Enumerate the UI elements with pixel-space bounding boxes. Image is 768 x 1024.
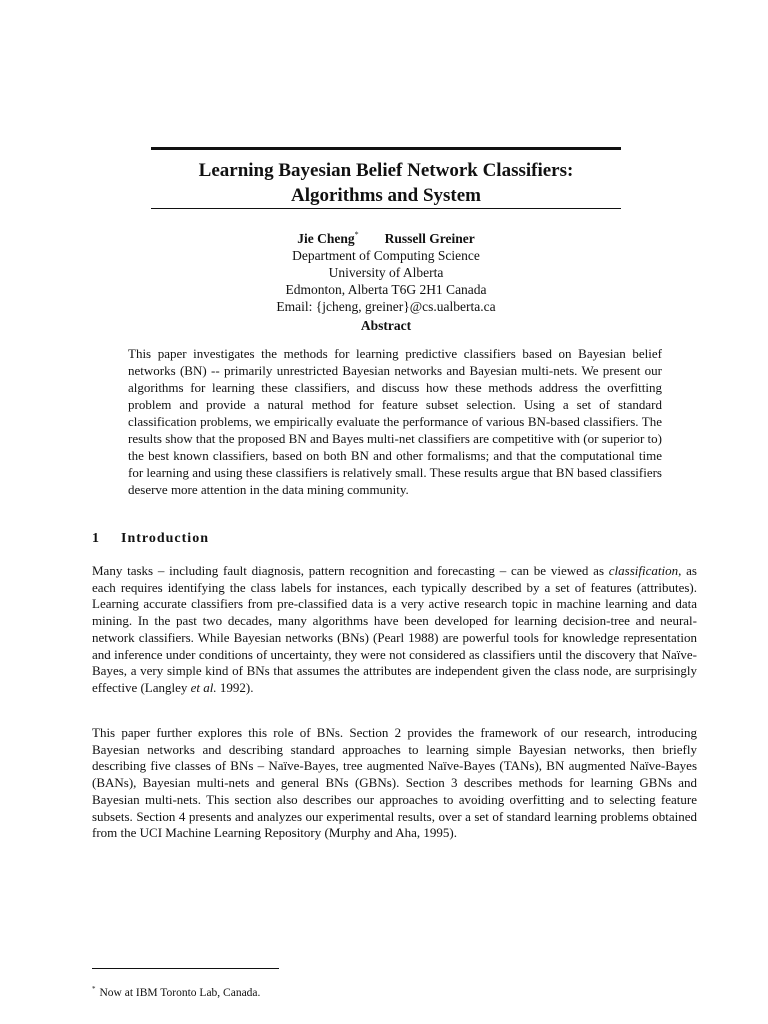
title-line-1: Learning Bayesian Belief Network Classifiers: [198, 160, 574, 181]
abstract-text: This paper investigates the methods for learning predictive classifiers based on Bayesian belief networks (BN) -- primarily unrestricted Bayesian networks and Bayesian multi-nets. We present our algorithms for learning these classifiers, and discuss how these methods address the overfitting problem and provide a natural method for feature subset selection. Using a set of standard classification problems, we empirically evaluate the performance of various BN-based classifiers. The results show that the proposed BN and Bayes multi-net classifiers are competitive with (or superior to) the best known classifiers, based on both BN and other formalisms; and that the computational time for learning and using these classifiers is relatively small. These results argue that BN based classifiers deserve more attention in the data mining community. [128, 346, 662, 497]
intro-p1-italic-etal: et al. [190, 679, 217, 695]
footnote-rule [92, 968, 279, 969]
author-block [151, 226, 621, 315]
footnote [92, 985, 260, 999]
author-university: University of Alberta [328, 265, 444, 280]
intro-p1-middle: , as each requires identifying the class labels for instances, each typically described by a set of features (attributes). Learning accurate classifiers from pre-classified data is a very active research topic in machine learning and data mining. In the past two decades, many algorithms have been developed for learning decision-tree and neural-network classifiers. While Bayesian networks (BNs) (Pearl 1988) are powerful tools for knowledge representation and inference under conditions of uncertainty, they were not considered as classifiers until the discovery that Naïve-Bayes, a very simple kind of BNs that assumes the attributes are independent given the class node, are surprisingly effective (Langley [92, 563, 697, 695]
title-line-2: Algorithms and System [290, 185, 481, 206]
intro-p1-end: 1992). [216, 679, 254, 695]
section-heading-introduction [92, 531, 209, 547]
footnote-text: Now at IBM Toronto Lab, Canada. [99, 987, 261, 999]
author-2: Russell Greiner [384, 231, 475, 246]
intro-p1-start: Many tasks – including fault diagnosis, pattern recognition and forecasting – can be viewed as [92, 563, 609, 578]
title-top-rule [151, 147, 621, 150]
author-department: Department of Computing Science [292, 248, 480, 263]
intro-paragraph-2: This paper further explores this role of BNs. Section 2 provides the framework of our research, introducing Bayesian networks and describing standard approaches to learning simple Bayesian networks, then briefly describing five classes of BNs – Naïve-Bayes, tree augmented Naïve-Bayes (TANs), BN augmented Naïve-Bayes (BANs), Bayesian multi-nets and general BNs (GBNs). Section 3 describes methods for learning GBNs and Bayesian multi-nets. This section also describes our approaches to avoiding overfitting and to selecting feature subsets. Section 4 presents and analyzes our experimental results, over a set of standard learning problems obtained from the UCI Machine Learning Repository (Murphy and Aha, 1995). [92, 725, 697, 841]
footnote-mark: * [92, 985, 96, 993]
title-bottom-rule [151, 208, 621, 209]
author-1: Jie Cheng [297, 231, 355, 246]
section-title: Introduction [121, 531, 209, 546]
intro-p1-italic-term: classification [608, 563, 679, 578]
section-number: 1 [92, 531, 100, 546]
author-names [151, 226, 621, 247]
author-address: Edmonton, Alberta T6G 2H1 Canada [285, 282, 487, 297]
paper-title [151, 158, 621, 208]
author-email: Email: {jcheng, greiner}@cs.ualberta.ca [276, 299, 496, 314]
intro-paragraph-1 [92, 563, 697, 697]
author-1-footnote-mark: * [354, 230, 359, 239]
abstract-heading: Abstract [360, 318, 412, 333]
